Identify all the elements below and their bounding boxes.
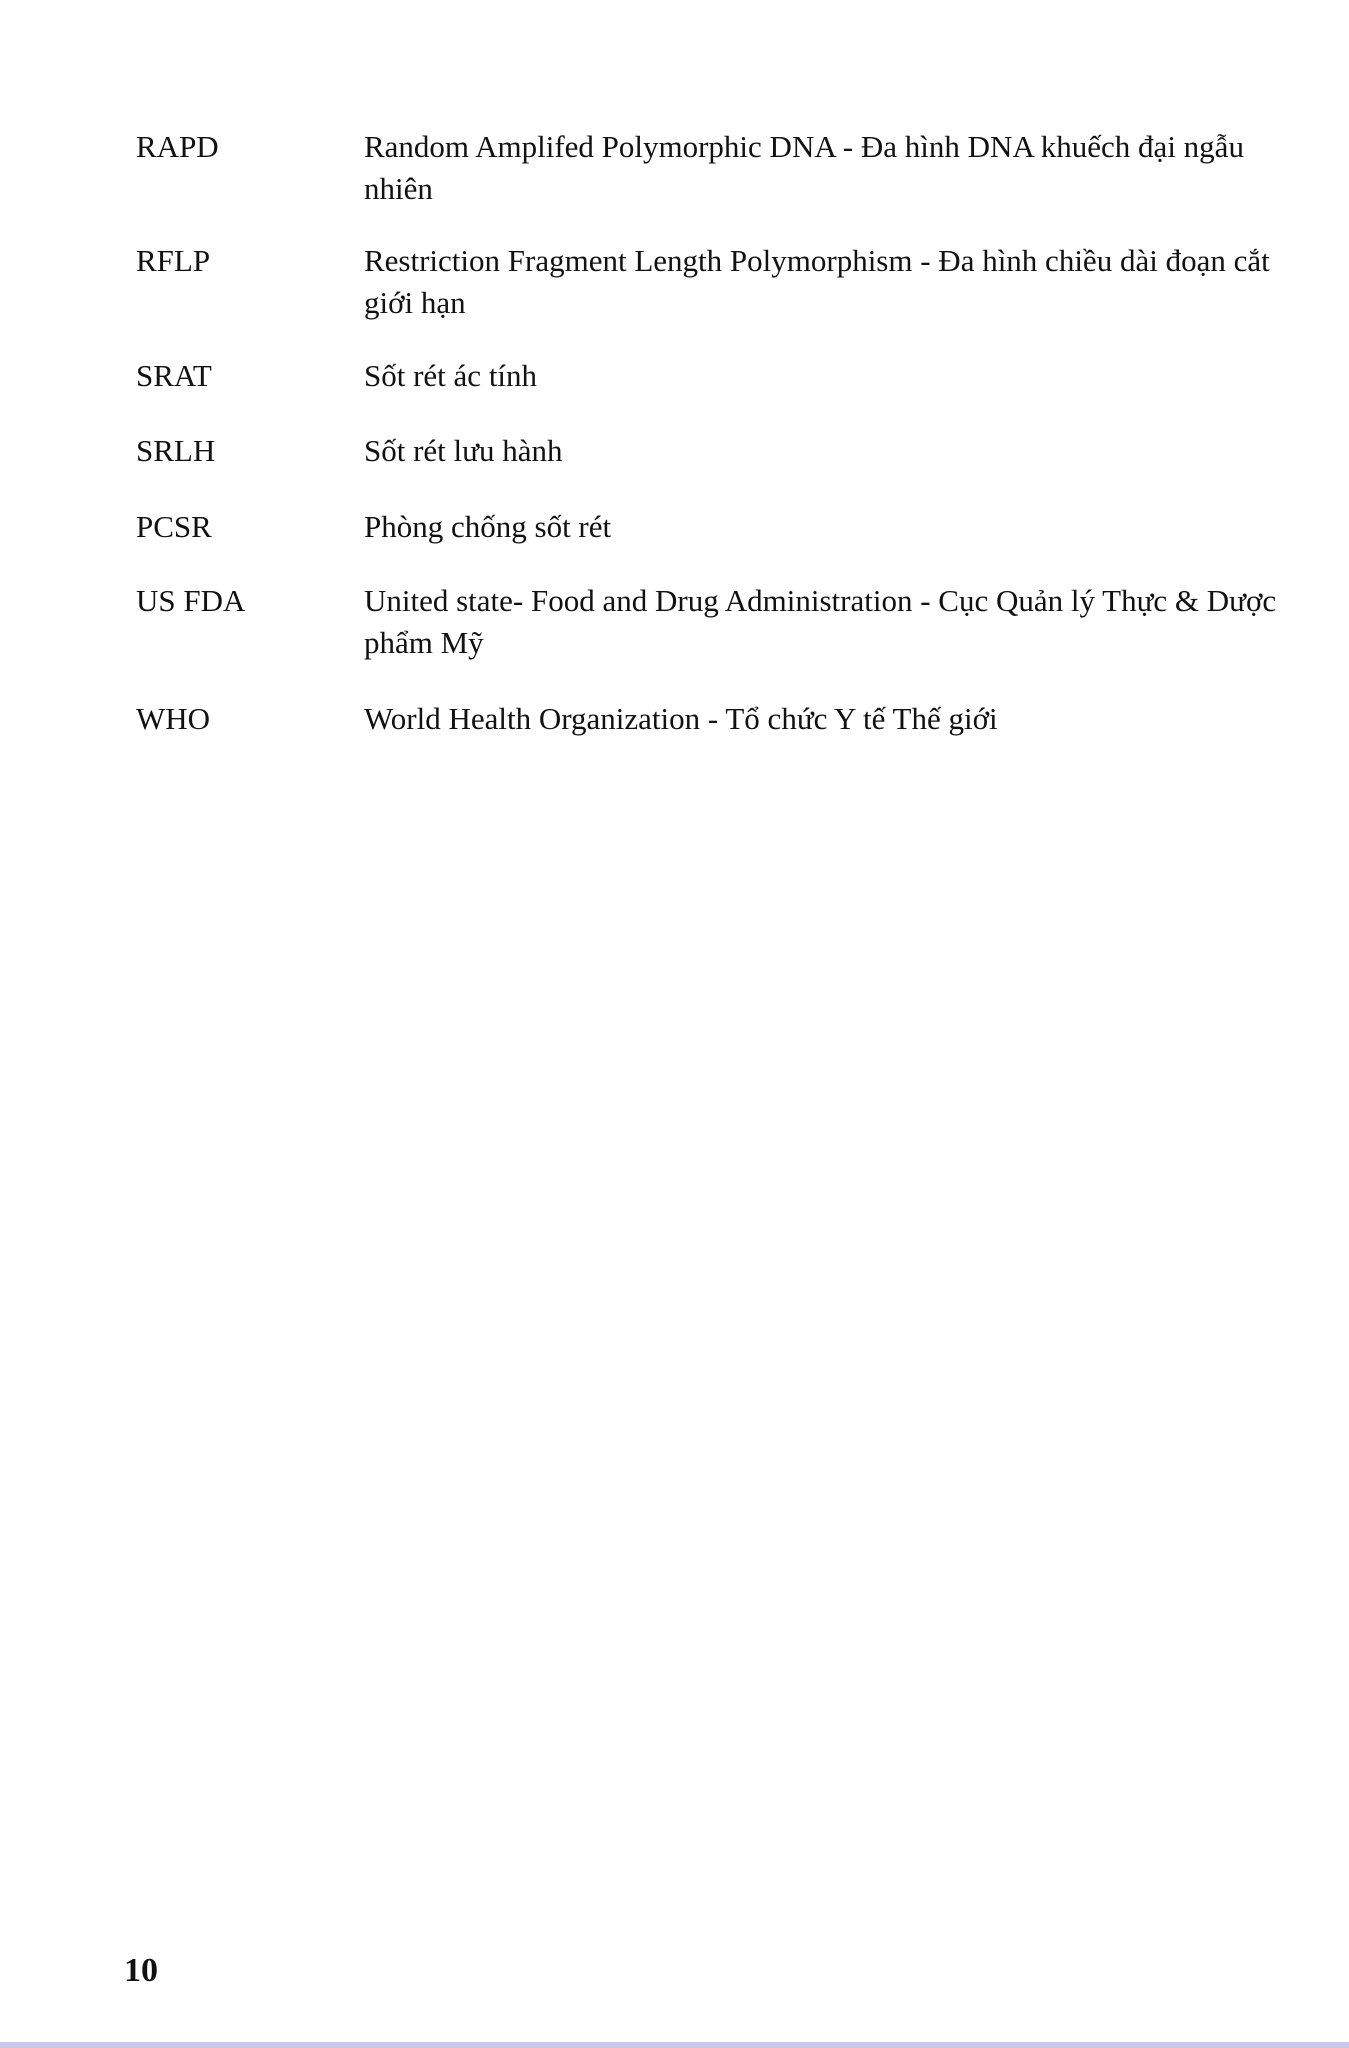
abbreviation-definition: Restriction Fragment Length Polymorphism - Đa hình chiều dài đoạn cắt giới hạn bbox=[364, 243, 1270, 320]
abbreviation-definition: Sốt rét ác tính bbox=[364, 358, 538, 393]
abbreviation-definition: Random Amplifed Polymorphic DNA - Đa hình DNA khuếch đại ngẫu nhiên bbox=[364, 129, 1244, 206]
page-number: 10 bbox=[124, 1952, 158, 1989]
abbreviation-list bbox=[0, 0, 1349, 800]
abbreviation-term: PCSR bbox=[136, 509, 212, 544]
abbreviation-term: WHO bbox=[136, 701, 211, 736]
abbreviation-term: SRAT bbox=[136, 358, 212, 393]
abbreviation-definition: Phòng chống sốt rét bbox=[364, 509, 612, 544]
abbreviation-definition: Sốt rét lưu hành bbox=[364, 433, 563, 468]
abbreviation-term: RAPD bbox=[136, 129, 219, 164]
abbreviation-term: SRLH bbox=[136, 433, 216, 468]
page-edge-divider bbox=[0, 2042, 1349, 2048]
abbreviation-definition: United state- Food and Drug Administration - Cục Quản lý Thực & Dược phẩm Mỹ bbox=[364, 583, 1277, 660]
abbreviation-term: RFLP bbox=[136, 243, 211, 278]
abbreviation-term: US FDA bbox=[136, 583, 246, 618]
abbreviation-definition: World Health Organization - Tổ chức Y tế Thế giới bbox=[364, 701, 998, 736]
